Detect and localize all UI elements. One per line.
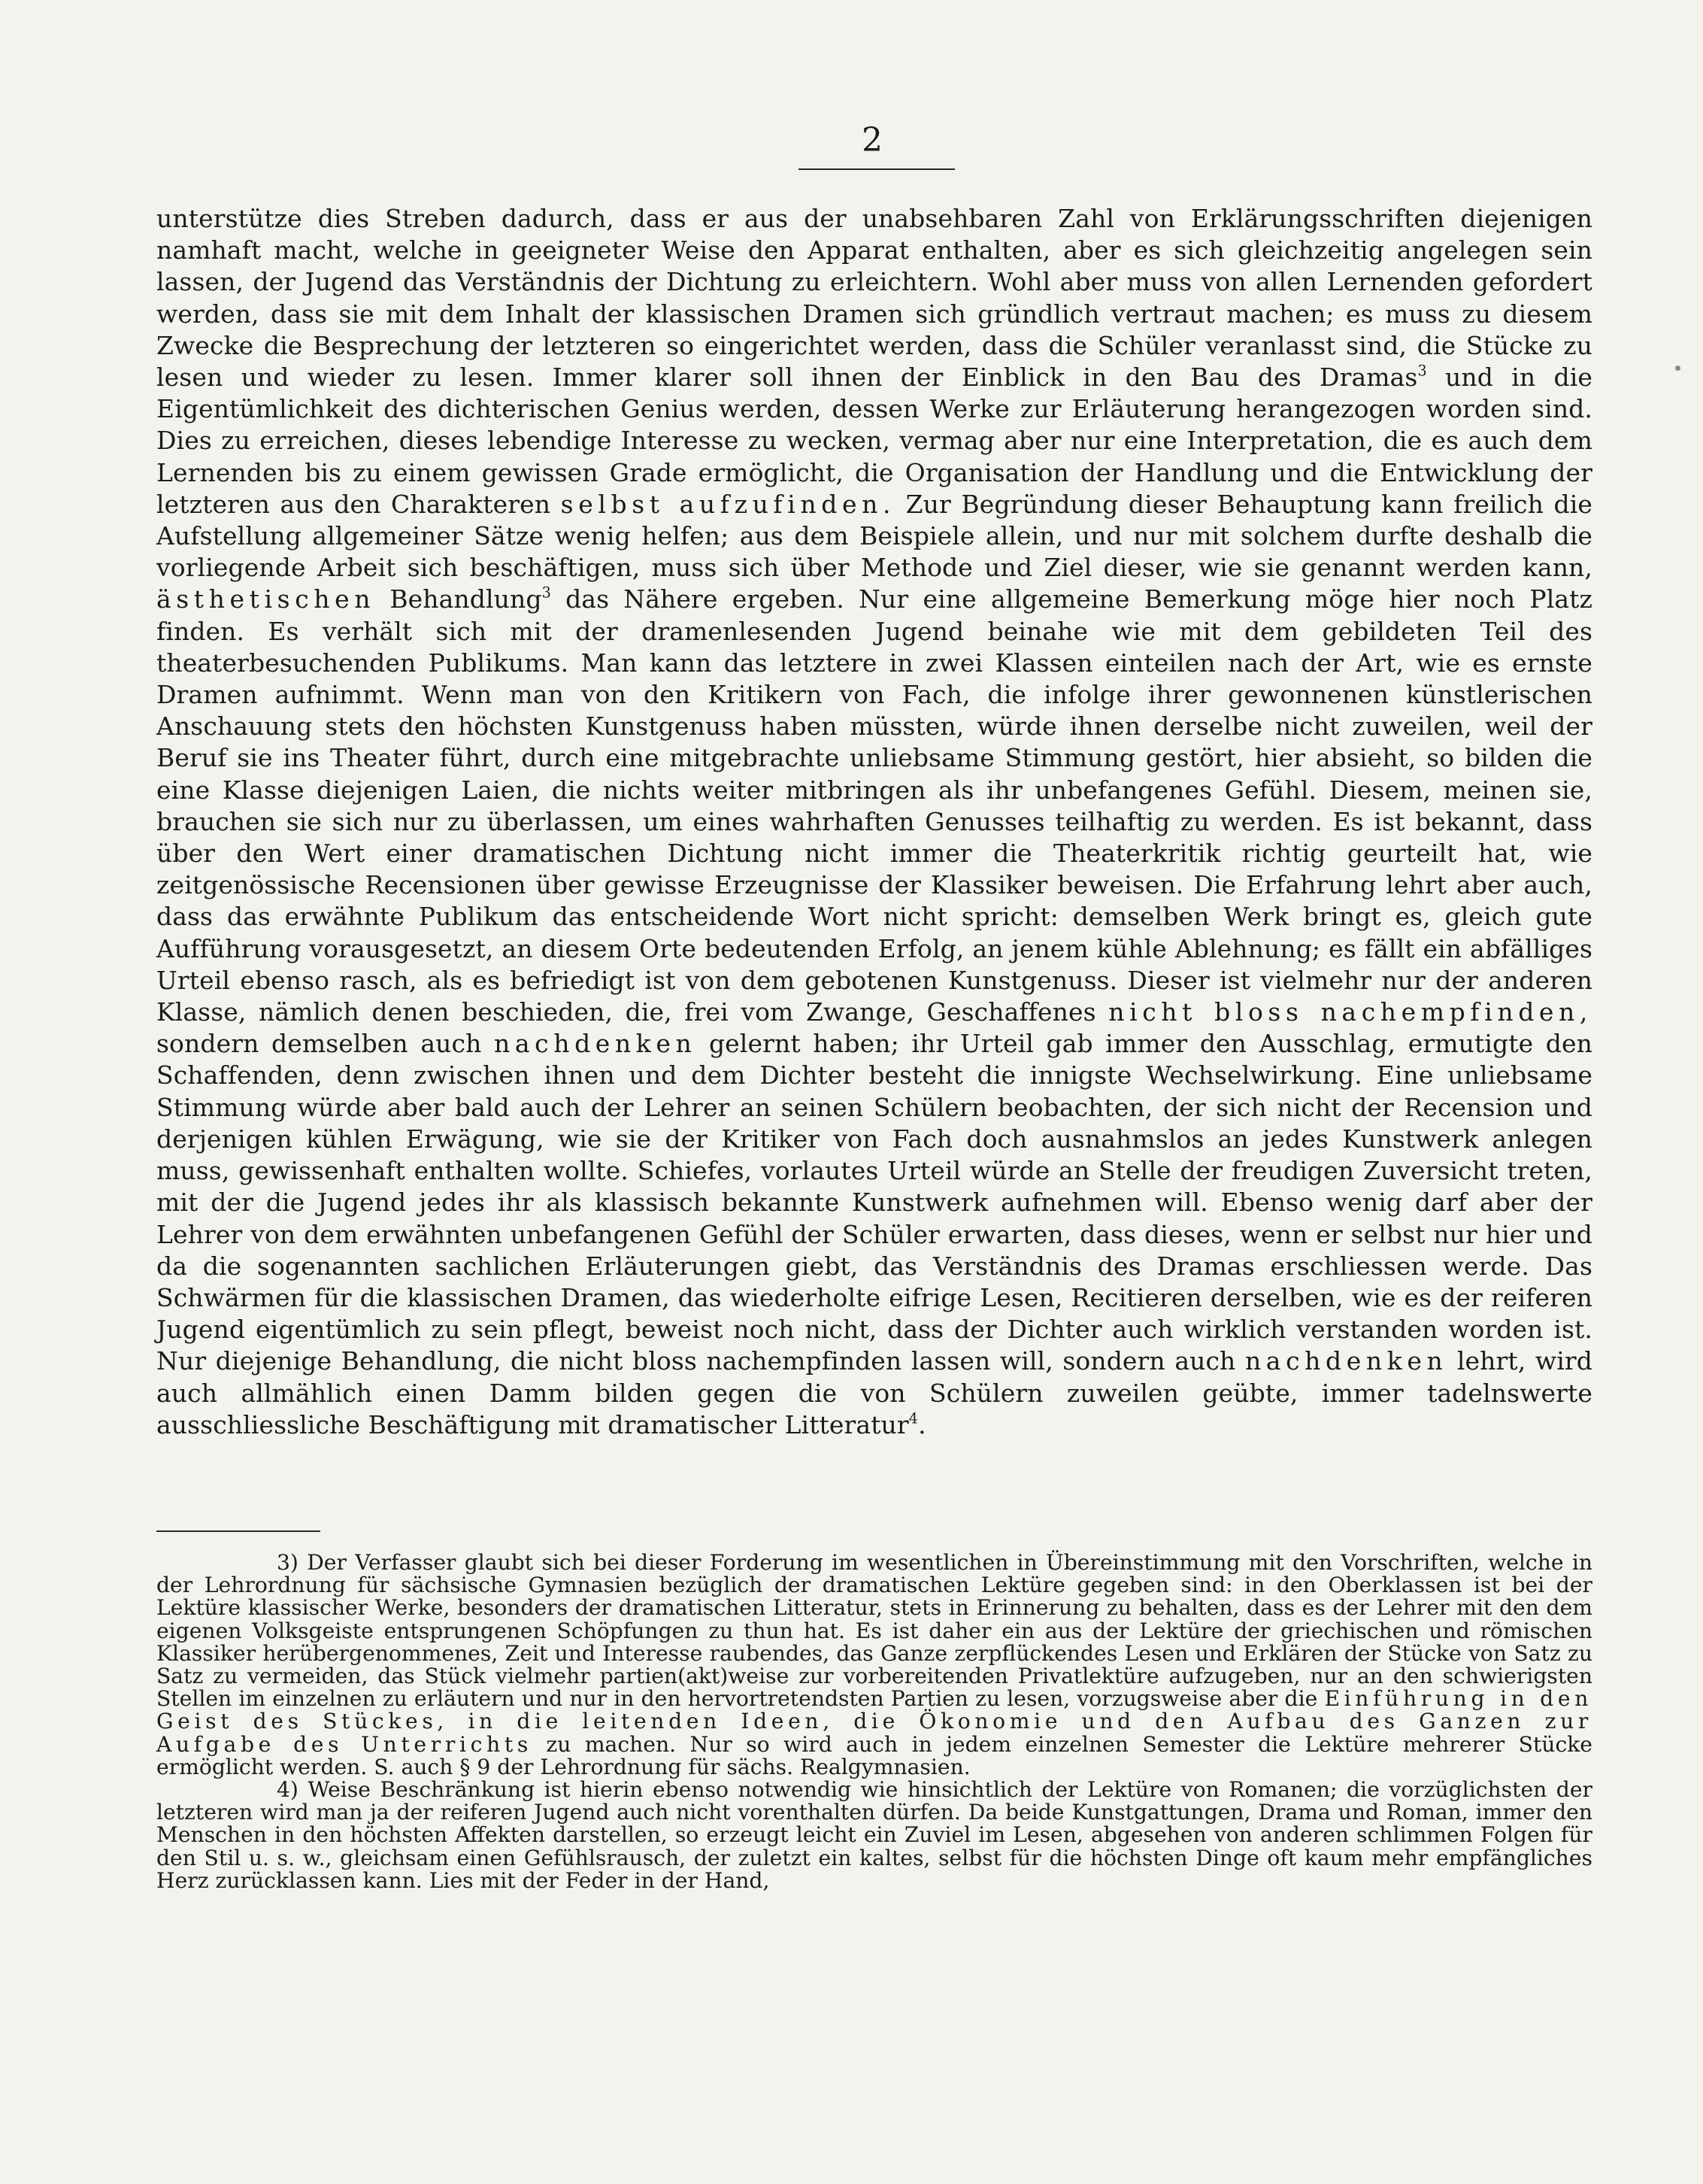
- text-run: gelernt haben; ihr Urteil gab immer den Ausschlag, ermutigte den Schaffenden, denn zwischen ihnen und dem Dichter besteht die innigste Wechselwirkung. Eine unliebsame Stimmung würde aber bald auch der Lehrer an seinen Schülern beobachten, der sich nicht der Recension und derjenigen kühlen Erwägung, wie sie der Kritiker von Fach doch ausnahmslos an jedes Kunstwerk anlegen muss, gewissenhaft enthalten wollte. Schiefes, vorlautes Urteil würde an Stelle der freudigen Zuversicht treten, mit der die Jugend jedes ihr als klassisch bekannte Kunstwerk aufnehmen will. Ebenso wenig darf aber der Lehrer von dem erwähnten unbefangenen Gefühl der Schüler erwarten, dass dieses, wenn er selbst nur hier und da die sogenannten sachlichen Erläuterungen giebt, das Verständnis des Dramas erschliessen werde. Das Schwärmen für die klassischen Dramen, das wiederholte eifrige Lesen, Recitieren derselben, wie es der reiferen Jugend eigentümlich zu sein pflegt, beweist noch nicht, dass der Dichter auch wirklich verstanden worden ist. Nur diejenige Behandlung, die nicht bloss nachempfinden lassen will, sondern auch: [156, 1029, 1592, 1376]
- spaced-emphasis: nachdenken: [1244, 1346, 1448, 1376]
- footnote-ref-4: 4: [908, 1409, 919, 1427]
- text-run: zu machen. Nur so wird auch in jedem einzelnen Semester die Lektüre mehrerer Stücke ermöglicht werden. S. auch § 9 der Lehrordnung für sächs. Realgymnasien.: [156, 1731, 1592, 1779]
- text-run: .: [918, 1409, 926, 1439]
- spaced-emphasis: Einführung in den Geist des Stückes, in die leitenden Ideen, die Ökonomie und den Aufbau des Ganzen zur Aufgabe des Unterrichts: [156, 1686, 1592, 1757]
- text-run: lehrt, wird auch allmählich einen Damm bilden gegen die von Schülern zuweilen geübte, immer tadelnswerte ausschliessliche Beschäftigung mit dramatischer Litteratur: [156, 1346, 1592, 1439]
- spaced-emphasis: nicht bloss nachempfinden,: [1108, 997, 1592, 1027]
- footnote-4: [156, 1779, 1592, 1892]
- text-run: Behandlung: [375, 584, 542, 614]
- footnotes: [156, 1552, 1592, 1892]
- main-paragraph: [156, 203, 1592, 1441]
- text-run: 4) Weise Beschränkung ist hierin ebenso notwendig wie hinsichtlich der Lektüre von Romanen; die vorzüglichsten der letzteren wird man ja der reiferen Jugend auch nicht vorenthalten dürfen. Da beide Kunstgattungen, Drama und Roman, immer den Menschen in den höchsten Affekten darstellen, so erzeugt leicht ein Zuviel im Lesen, abgesehen von anderen schlimmen Folgen für den Stil u. s. w., gleichsam einen Gefühlsrausch, der zuletzt ein kaltes, selbst für die höchsten Dinge oft kaum mehr empfängliches Herz zurücklassen kann. Lies mit der Feder in der Hand,: [156, 1777, 1592, 1893]
- footnote-3: [156, 1552, 1592, 1779]
- header-rule: [798, 168, 955, 170]
- text-run: unterstütze dies Streben dadurch, dass er aus der unabsehbaren Zahl von Erklärungsschriften diejenigen namhaft macht, welche in geeigneter Weise den Apparat enthalten, aber es sich gleichzeitig angelegen sein lassen, der Jugend das Verständnis der Dichtung zu erleichtern. Wohl aber muss von allen Lernenden gefordert werden, dass sie mit dem Inhalt der klassischen Dramen sich gründlich vertraut machen; es muss zu diesem Zwecke die Besprechung der letzteren so eingerichtet werden, dass die Schüler veranlasst sind, die Stücke zu lesen und wieder zu lesen. Immer klarer soll ihnen der Einblick in den Bau des Dramas: [156, 204, 1592, 393]
- footnote-rule: [156, 1530, 320, 1532]
- footnote-ref-3: 3: [1417, 362, 1427, 380]
- footnote-ref-3: 3: [541, 584, 551, 602]
- text-run: und in die Eigentümlichkeit des dichterischen Genius werden, dessen Werke zur Erläuterung herangezogen worden sind. Dies zu erreichen, dieses lebendige Interesse zu wecken, vermag aber nur eine Interpretation, die es auch dem Lernenden bis zu einem gewissen Grade ermöglicht, die Organisation der Handlung und die Entwicklung der letzteren aus den Charakteren: [156, 362, 1593, 519]
- text-run: das Nähere ergeben. Nur eine allgemeine Bemerkung möge hier noch Platz finden. Es verhält sich mit der dramenlesenden Jugend beinahe wie mit dem gebildeten Teil des theaterbesuchenden Publikums. Man kann das letztere in zwei Klassen einteilen nach der Art, wie es ernste Dramen aufnimmt. Wenn man von den Kritikern von Fach, die infolge ihrer gewonnenen künstlerischen Anschauung stets den höchsten Kunstgenuss haben müssten, würde ihnen derselbe nicht zuweilen, weil der Beruf sie ins Theater führt, durch eine mitgebrachte unliebsame Stimmung gestört, hier absieht, so bilden die eine Klasse diejenigen Laien, die nichts weiter mitbringen als ihr unbefangenes Gefühl. Diesem, meinen sie, brauchen sie sich nur zu überlassen, um eines wahrhaften Genusses teilhaftig zu werden. Es ist bekannt, dass über den Wert einer dramatischen Dichtung nicht immer die Theaterkritik richtig geurteilt hat, wie zeitgenössische Recensionen über gewisse Erzeugnisse der Klassiker beweisen. Die Erfahrung lehrt aber auch, dass das erwähnte Publikum das entscheidende Wort nicht spricht: demselben Werk bringt es, gleich gute Aufführung vorausgesetzt, an diesem Orte bedeutenden Erfolg, an jenem kühle Ablehnung; es fällt ein abfälliges Urteil ebenso rasch, als es befriedigt ist von dem gebotenen Kunstgenuss. Dieser ist vielmehr nur der anderen Klasse, nämlich denen beschieden, die, frei vom Zwange, Geschaffenes: [156, 584, 1592, 1027]
- text-run: 3) Der Verfasser glaubt sich bei dieser Forderung im wesentlichen in Übereinstimmung mit den Vorschriften, welche in der Lehrordnung für sächsische Gymnasien bezüglich der dramatischen Lektüre gegeben sind: in den Oberklassen ist bei der Lektüre klassischer Werke, besonders der dramatischen Litteratur, stets in Erinnerung zu behalten, dass es der Lehrer mit den dem eigenen Volksgeiste entsprungenen Schöpfungen zu thun hat. Es ist daher ein aus der Lektüre der griechischen und römischen Klassiker herübergenommenes, Zeit und Interesse raubendes, das Ganze zerpflückendes Lesen und Erklären der Stücke von Satz zu Satz zu vermeiden, das Stück vielmehr partien(akt)weise zur vorbereitenden Privatlektüre aufzugeben, nur an den schwierigsten Stellen im einzelnen zu erläutern und nur in den hervortretendsten Partien zu lesen, vorzugsweise aber die: [156, 1550, 1592, 1712]
- spaced-emphasis: ästhetischen: [156, 584, 376, 614]
- paper-speck: [1675, 366, 1680, 371]
- spaced-emphasis: selbst aufzufinden.: [560, 489, 896, 519]
- page-number: 2: [862, 121, 883, 159]
- text-run: Zur Begründung dieser Behauptung kann freilich die Aufstellung allgemeiner Sätze wenig helfen; aus dem Beispiele allein, und nur mit solchem durfte deshalb die vorliegende Arbeit sich beschäftigen, muss sich über Methode und Ziel dieser, wie sie genannt werden kann,: [156, 489, 1592, 583]
- spaced-emphasis: nachdenken: [494, 1029, 697, 1059]
- text-run: sondern demselben auch: [156, 1029, 495, 1059]
